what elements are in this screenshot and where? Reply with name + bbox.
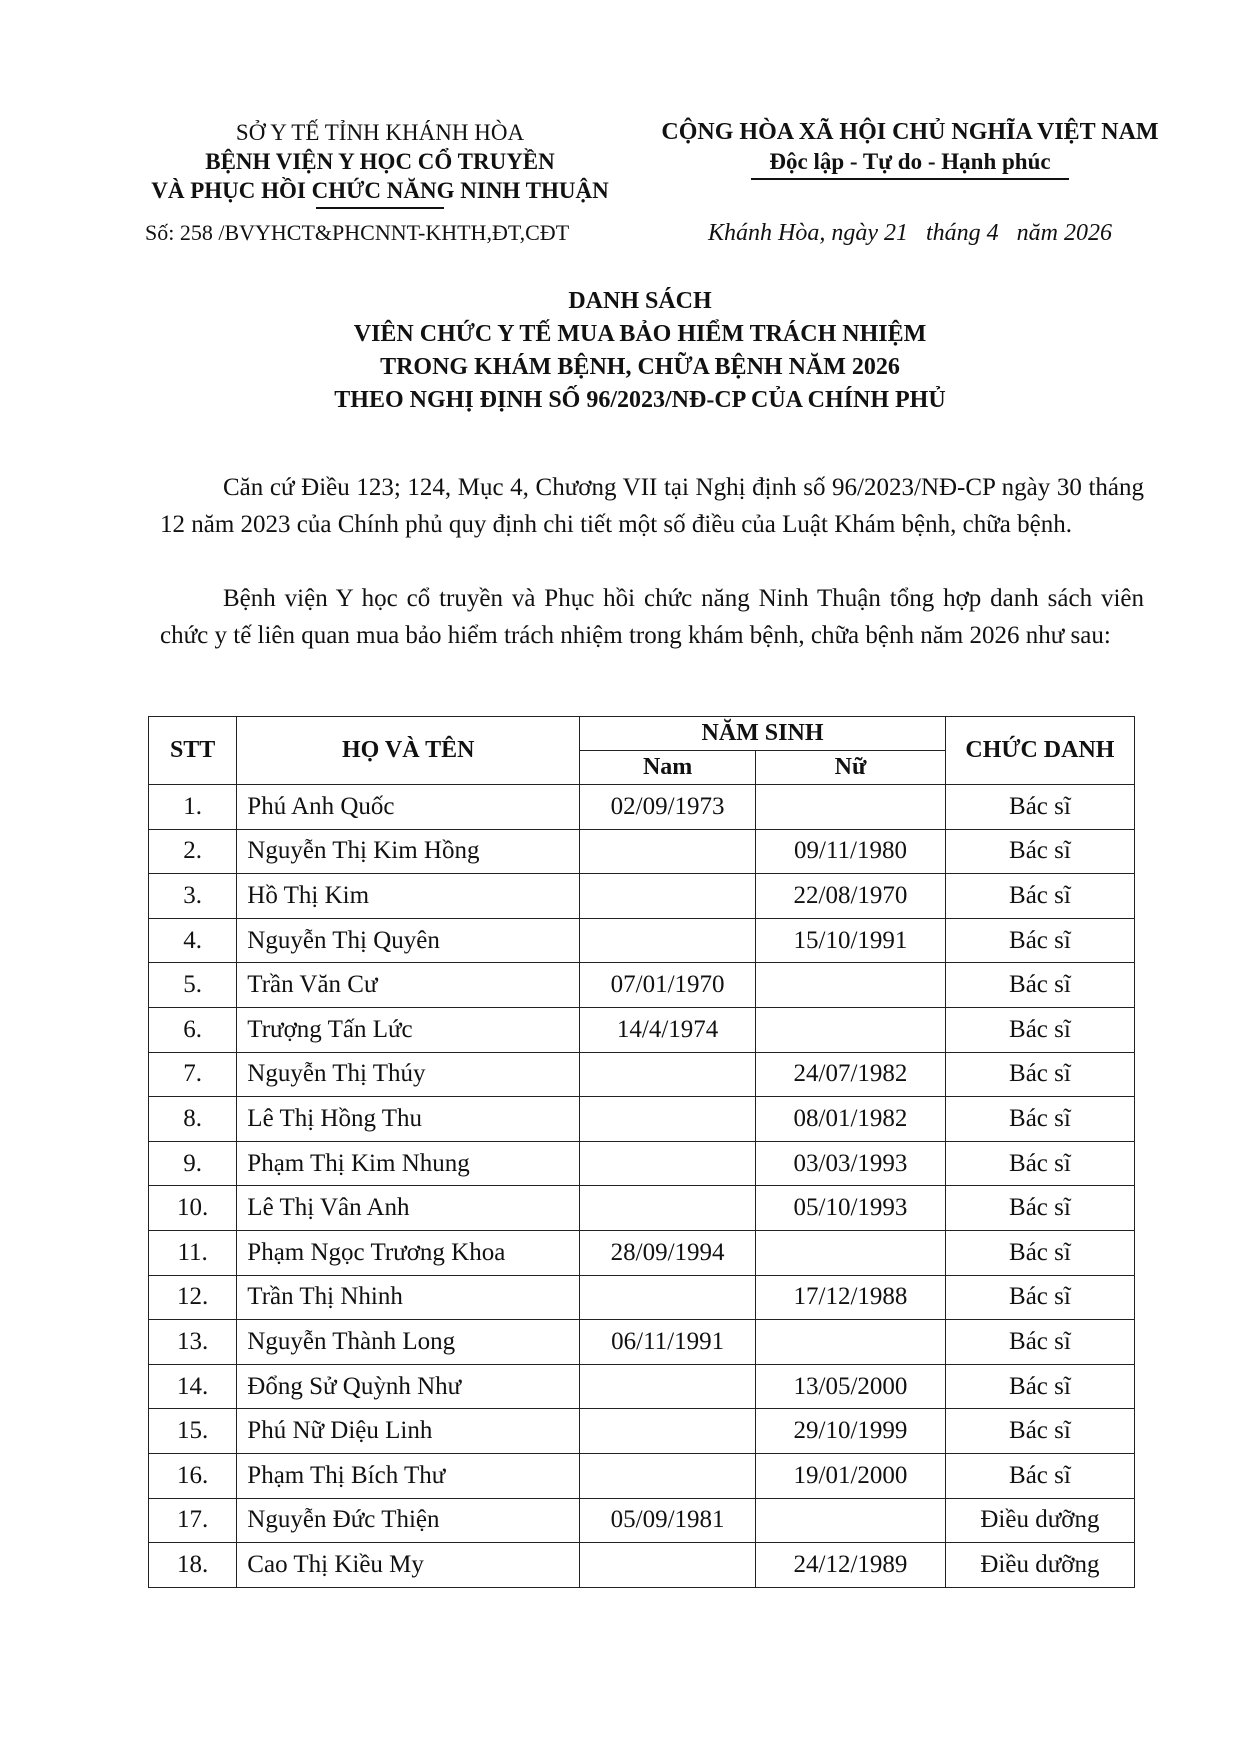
cell-name: Nguyễn Đức Thiện (237, 1498, 580, 1543)
cell-stt: 6. (149, 1007, 237, 1052)
cell-birth-female: 13/05/2000 (756, 1364, 946, 1409)
cell-birth-female: 24/12/1989 (756, 1543, 946, 1588)
cell-birth-male: 28/09/1994 (580, 1230, 756, 1275)
cell-birth-male (580, 1186, 756, 1231)
cell-name: Nguyễn Thị Kim Hồng (237, 829, 580, 874)
cell-title: Bác sĩ (945, 1364, 1134, 1409)
staff-table (148, 716, 1135, 1588)
cell-title: Bác sĩ (945, 963, 1134, 1008)
cell-birth-female: 15/10/1991 (756, 918, 946, 963)
cell-name: Phú Nữ Diệu Linh (237, 1409, 580, 1454)
cell-name: Đổng Sử Quỳnh Như (237, 1364, 580, 1409)
cell-title: Bác sĩ (945, 1453, 1134, 1498)
cell-title: Bác sĩ (945, 829, 1134, 874)
table-row (149, 829, 1135, 874)
cell-title: Bác sĩ (945, 1052, 1134, 1097)
table-row (149, 963, 1135, 1008)
cell-birth-female (756, 785, 946, 830)
paragraph-summary-text: Bệnh viện Y học cổ truyền và Phục hồi chức năng Ninh Thuận tổng hợp danh sách viên chức y tế liên quan mua bảo hiểm trách nhiệm trong khám bệnh, chữa bệnh năm 2026 như sau: (160, 585, 1144, 649)
cell-birth-male: 14/4/1974 (580, 1007, 756, 1052)
cell-birth-male: 06/11/1991 (580, 1320, 756, 1365)
cell-birth-female (756, 963, 946, 1008)
table-row (149, 1052, 1135, 1097)
cell-birth-female: 08/01/1982 (756, 1097, 946, 1142)
cell-stt: 10. (149, 1186, 237, 1231)
cell-title: Bác sĩ (945, 1141, 1134, 1186)
cell-birth-male: 02/09/1973 (580, 785, 756, 830)
header-male: Nam (580, 751, 756, 785)
cell-title: Điều dưỡng (945, 1498, 1134, 1543)
cell-name: Trượng Tấn Lức (237, 1007, 580, 1052)
cell-title: Bác sĩ (945, 874, 1134, 919)
cell-birth-male (580, 1097, 756, 1142)
document-number: Số: 258 /BVYHCT&PHCNNT-KHTH,ĐT,CĐT (145, 220, 570, 245)
cell-name: Trần Thị Nhinh (237, 1275, 580, 1320)
cell-title: Bác sĩ (945, 1320, 1134, 1365)
document-date: Khánh Hòa, ngày 21 tháng 4 năm 2026 (708, 220, 1112, 246)
national-header (640, 118, 1180, 180)
table-row (149, 1007, 1135, 1052)
cell-birth-female (756, 1498, 946, 1543)
cell-stt: 15. (149, 1409, 237, 1454)
cell-name: Nguyễn Thị Quyên (237, 918, 580, 963)
cell-birth-male (580, 1364, 756, 1409)
cell-name: Hồ Thị Kim (237, 874, 580, 919)
cell-stt: 8. (149, 1097, 237, 1142)
cell-stt: 12. (149, 1275, 237, 1320)
cell-name: Lê Thị Hồng Thu (237, 1097, 580, 1142)
table-row (149, 1498, 1135, 1543)
cell-birth-male (580, 1543, 756, 1588)
table-header-row (149, 717, 1135, 751)
cell-birth-female: 05/10/1993 (756, 1186, 946, 1231)
header-title: CHỨC DANH (945, 717, 1134, 785)
hospital-name-line1: BỆNH VIỆN Y HỌC CỔ TRUYỀN (205, 149, 555, 174)
paragraph-legal-basis (160, 469, 1144, 543)
cell-title: Điều dưỡng (945, 1543, 1134, 1588)
paragraph-legal-basis-text: Căn cứ Điều 123; 124, Mục 4, Chương VII tại Nghị định số 96/2023/NĐ-CP ngày 30 tháng 12 năm 2023 của Chính phủ quy định chi tiết một số điều của Luật Khám bệnh, chữa bệnh. (160, 474, 1144, 538)
table-row (149, 1275, 1135, 1320)
cell-title: Bác sĩ (945, 918, 1134, 963)
hospital-name-line2: VÀ PHỤC HỒI CHỨC NĂNG NINH THUẬN (151, 178, 609, 203)
cell-stt: 3. (149, 874, 237, 919)
table-row (149, 785, 1135, 830)
cell-birth-female: 24/07/1982 (756, 1052, 946, 1097)
cell-title: Bác sĩ (945, 1409, 1134, 1454)
title-line2: VIÊN CHỨC Y TẾ MUA BẢO HIỂM TRÁCH NHIỆM (353, 321, 927, 347)
cell-birth-female (756, 1007, 946, 1052)
cell-name: Lê Thị Vân Anh (237, 1186, 580, 1231)
cell-title: Bác sĩ (945, 1186, 1134, 1231)
header-stt: STT (149, 717, 237, 785)
table-row (149, 1230, 1135, 1275)
header-right-underline (751, 178, 1069, 180)
table-row (149, 1186, 1135, 1231)
cell-name: Phạm Ngọc Trương Khoa (237, 1230, 580, 1275)
cell-stt: 5. (149, 963, 237, 1008)
cell-stt: 11. (149, 1230, 237, 1275)
cell-title: Bác sĩ (945, 1007, 1134, 1052)
cell-stt: 4. (149, 918, 237, 963)
cell-birth-male (580, 918, 756, 963)
cell-stt: 2. (149, 829, 237, 874)
cell-birth-female: 03/03/1993 (756, 1141, 946, 1186)
cell-birth-female (756, 1230, 946, 1275)
cell-stt: 1. (149, 785, 237, 830)
cell-birth-male (580, 1141, 756, 1186)
paragraph-summary (160, 580, 1144, 654)
cell-name: Cao Thị Kiều My (237, 1543, 580, 1588)
department-name: SỞ Y TẾ TỈNH KHÁNH HÒA (235, 120, 525, 145)
agency-header (130, 118, 630, 209)
cell-stt: 18. (149, 1543, 237, 1588)
table-row (149, 874, 1135, 919)
cell-birth-female: 17/12/1988 (756, 1275, 946, 1320)
cell-stt: 13. (149, 1320, 237, 1365)
table-row (149, 1453, 1135, 1498)
cell-birth-male: 07/01/1970 (580, 963, 756, 1008)
table-row (149, 1543, 1135, 1588)
title-line1: DANH SÁCH (568, 288, 712, 314)
header-female: Nữ (756, 751, 946, 785)
cell-birth-female: 19/01/2000 (756, 1453, 946, 1498)
cell-name: Phạm Thị Kim Nhung (237, 1141, 580, 1186)
cell-stt: 17. (149, 1498, 237, 1543)
cell-name: Trần Văn Cư (237, 963, 580, 1008)
cell-title: Bác sĩ (945, 1230, 1134, 1275)
cell-stt: 7. (149, 1052, 237, 1097)
cell-birth-female: 29/10/1999 (756, 1409, 946, 1454)
header-birth-year: NĂM SINH (580, 717, 946, 751)
table-row (149, 1141, 1135, 1186)
cell-name: Nguyễn Thành Long (237, 1320, 580, 1365)
table-row (149, 918, 1135, 963)
document-title (150, 285, 1130, 417)
cell-stt: 16. (149, 1453, 237, 1498)
table-row (149, 1320, 1135, 1365)
cell-name: Nguyễn Thị Thúy (237, 1052, 580, 1097)
cell-birth-male (580, 1453, 756, 1498)
table-row (149, 1364, 1135, 1409)
header-name: HỌ VÀ TÊN (237, 717, 580, 785)
cell-birth-male (580, 1275, 756, 1320)
cell-birth-male (580, 1052, 756, 1097)
cell-birth-male (580, 874, 756, 919)
cell-birth-male (580, 829, 756, 874)
cell-title: Bác sĩ (945, 785, 1134, 830)
cell-title: Bác sĩ (945, 1097, 1134, 1142)
cell-birth-female: 22/08/1970 (756, 874, 946, 919)
cell-birth-female (756, 1320, 946, 1365)
table-row (149, 1097, 1135, 1142)
national-title: CỘNG HÒA XÃ HỘI CHỦ NGHĨA VIỆT NAM (661, 119, 1159, 145)
cell-stt: 14. (149, 1364, 237, 1409)
title-line3: TRONG KHÁM BỆNH, CHỮA BỆNH NĂM 2026 (380, 354, 900, 380)
cell-birth-male: 05/09/1981 (580, 1498, 756, 1543)
cell-stt: 9. (149, 1141, 237, 1186)
table-body (149, 785, 1135, 1588)
table-row (149, 1409, 1135, 1454)
cell-birth-male (580, 1409, 756, 1454)
cell-name: Phú Anh Quốc (237, 785, 580, 830)
header-left-underline (316, 207, 444, 209)
cell-name: Phạm Thị Bích Thư (237, 1453, 580, 1498)
cell-birth-female: 09/11/1980 (756, 829, 946, 874)
cell-title: Bác sĩ (945, 1275, 1134, 1320)
national-motto: Độc lập - Tự do - Hạnh phúc (769, 149, 1051, 174)
title-line4: THEO NGHỊ ĐỊNH SỐ 96/2023/NĐ-CP CỦA CHÍNH PHỦ (334, 387, 946, 413)
